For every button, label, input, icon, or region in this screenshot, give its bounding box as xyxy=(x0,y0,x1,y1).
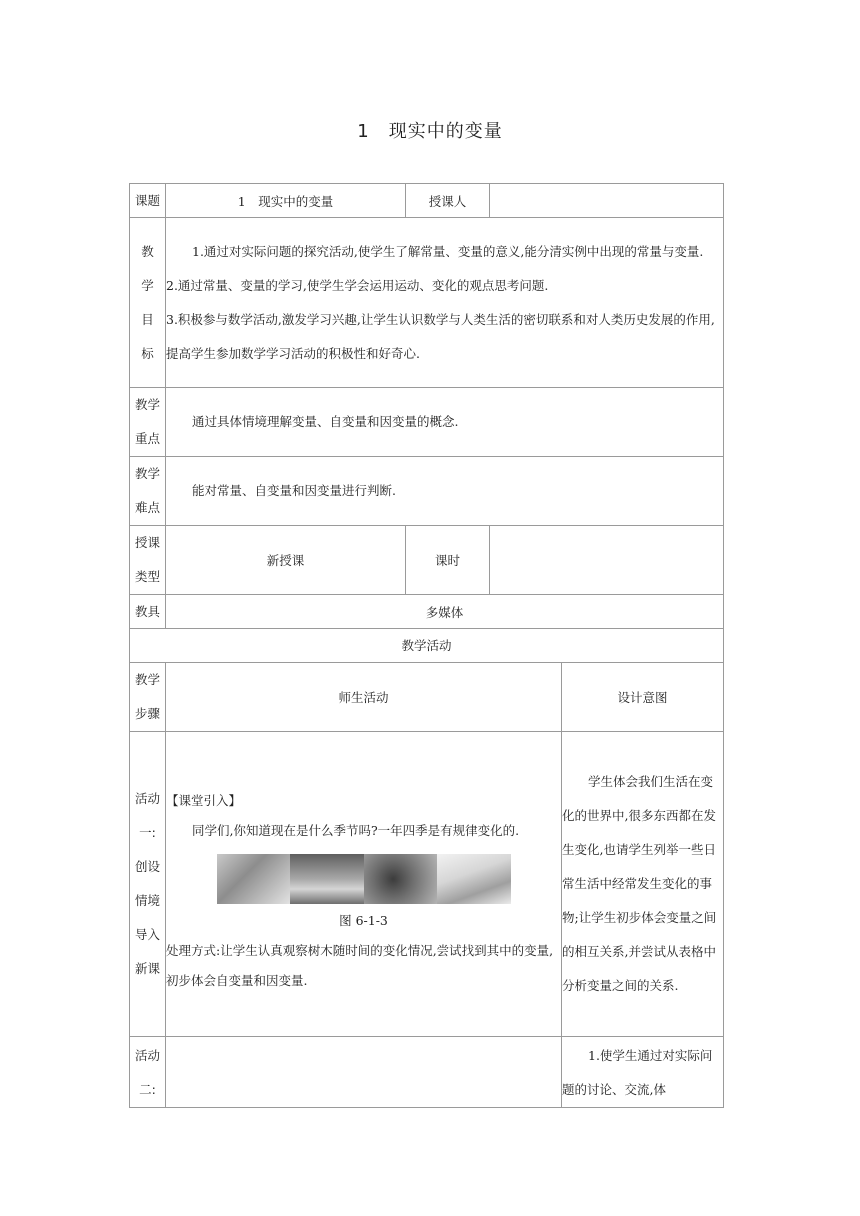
section-title: 【课堂引入】 xyxy=(166,793,242,808)
step-column-header xyxy=(130,663,166,732)
lesson-type-label-line: 类型 xyxy=(134,569,160,584)
lesson-type-label xyxy=(130,526,166,595)
intent-column-header: 设计意图 xyxy=(562,663,724,732)
activity1-label-line: 导入 xyxy=(134,927,160,942)
objectives-label-char: 标 xyxy=(141,345,154,361)
lesson-type-label-line: 授课 xyxy=(134,535,160,550)
objectives-label-char: 学 xyxy=(141,277,154,293)
activity1-label-line: 一: xyxy=(139,825,156,840)
objectives-label xyxy=(130,218,166,388)
period-label: 课时 xyxy=(406,526,490,595)
activity1-intent: 学生体会我们生活在变化的世界中,很多东西都在发生变化,也请学生列举一些日常生活中经常发生变化的事物;让学生初步体会变量之间的相互关系,并尝试从表格中分析变量之间的关系. xyxy=(562,732,724,1037)
teacher-value xyxy=(490,184,724,218)
lesson-plan-table xyxy=(129,183,724,1108)
winter-photo xyxy=(437,854,511,904)
difficulties-label-line: 教学 xyxy=(134,466,160,481)
activity1-content xyxy=(166,732,562,1037)
objectives-label-char: 教 xyxy=(141,243,154,259)
spring-photo xyxy=(217,854,291,904)
intro-text: 同学们,你知道现在是什么季节吗?一年四季是有规律变化的. xyxy=(192,823,520,838)
step-column-header-line: 教学 xyxy=(134,672,160,687)
teaching-aids-value: 多媒体 xyxy=(166,595,724,629)
step-column-header-line: 步骤 xyxy=(134,706,160,721)
objective-item: 1.通过对实际问题的探究活动,使学生了解常量、变量的意义,能分清实例中出现的常量与变量. xyxy=(192,243,704,259)
activity1-label xyxy=(130,732,166,1037)
activity1-label-line: 情境 xyxy=(134,893,160,908)
objective-item: 3.积极参与数学活动,激发学习兴趣,让学生认识数学与人类生活的密切联系和对人类历史发展的作用,提高学生参加数学学习活动的积极性和好奇心. xyxy=(166,311,715,361)
activity1-label-line: 创设 xyxy=(134,859,160,874)
method-text: 处理方式:让学生认真观察树木随时间的变化情况,尝试找到其中的变量,初步体会自变量和因变量. xyxy=(166,943,554,988)
activity-column-header: 师生活动 xyxy=(166,663,562,732)
objective-item: 2.通过常量、变量的学习,使学生学会运用运动、变化的观点思考问题. xyxy=(166,277,549,293)
seasons-photo-strip xyxy=(217,854,511,904)
key-points-text: 通过具体情境理解变量、自变量和因变量的概念. xyxy=(166,388,724,457)
activity2-label-line: 活动 xyxy=(134,1048,160,1063)
activity1-label-line: 活动 xyxy=(134,791,160,806)
figure-caption: 图 6-1-3 xyxy=(339,913,388,928)
teaching-aids-label: 教具 xyxy=(130,595,166,629)
difficulties-text: 能对常量、自变量和因变量进行判断. xyxy=(166,457,724,526)
key-points-label-line: 重点 xyxy=(134,431,160,446)
autumn-photo xyxy=(364,854,438,904)
difficulties-label xyxy=(130,457,166,526)
activity2-label-line: 二: xyxy=(139,1082,156,1097)
objectives-label-char: 目 xyxy=(141,311,154,327)
activity2-intent: 1.使学生通过对实际问题的讨论、交流,体 xyxy=(562,1037,724,1108)
activity1-label-line: 新课 xyxy=(134,961,160,976)
course-value: 1 现实中的变量 xyxy=(166,184,406,218)
page-title: 1 现实中的变量 xyxy=(357,121,503,142)
difficulties-label-line: 难点 xyxy=(134,500,160,515)
course-label: 课题 xyxy=(130,184,166,218)
key-points-label-line: 教学 xyxy=(134,397,160,412)
activity2-label xyxy=(130,1037,166,1108)
period-value xyxy=(490,526,724,595)
activity2-content xyxy=(166,1037,562,1108)
activities-header: 教学活动 xyxy=(130,629,724,663)
key-points-label xyxy=(130,388,166,457)
teacher-label: 授课人 xyxy=(406,184,490,218)
lesson-type-value: 新授课 xyxy=(166,526,406,595)
objectives-content xyxy=(166,218,724,388)
summer-photo xyxy=(290,854,364,904)
